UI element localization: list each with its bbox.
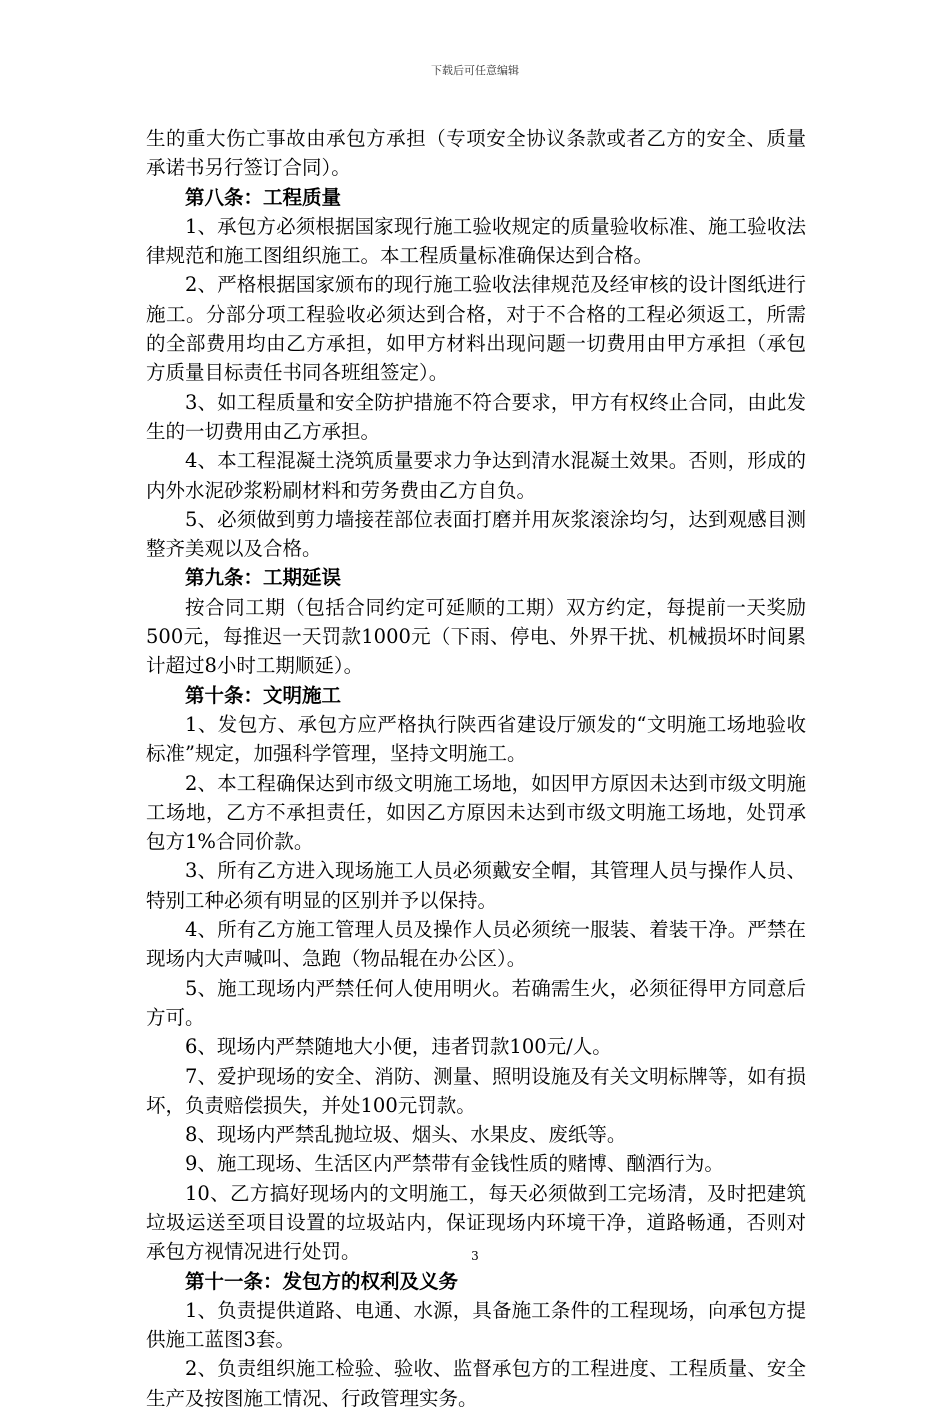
paragraph: 2、本工程确保达到市级文明施工场地，如因甲方原因未达到市级文明施工场地，乙方不承担责任，如因乙方原因未达到市级文明施工场地，处罚承包方1%合同价款。 [146, 771, 806, 854]
paragraph: 10、乙方搞好现场内的文明施工，每天必须做到工完场清，及时把建筑垃圾运送至项目设置的垃圾站内，保证现场内环境干净，道路畅通，否则对承包方视情况进行处罚。 [146, 1181, 806, 1264]
section-heading: 第八条：工程质量 [185, 185, 342, 209]
paragraph: 2、严格根据国家颁布的现行施工验收法律规范及经审核的设计图纸进行施工。分部分项工程验收必须达到合格，对于不合格的工程必须返工，所需的全部费用均由乙方承担，如甲方材料出现问题一切费用由甲方承担（承包方质量目标责任书同各班组签定）。 [146, 273, 806, 385]
document-body [146, 124, 806, 1413]
paragraph: 1、负责提供道路、电通、水源，具备施工条件的工程现场，向承包方提供施工蓝图3套。 [146, 1298, 806, 1352]
paragraph: 8、现场内严禁乱抛垃圾、烟头、水果皮、废纸等。 [185, 1123, 627, 1147]
paragraph: 1、承包方必须根据国家现行施工验收规定的质量验收标准、施工验收法律规范和施工图组织施工。本工程质量标准确保达到合格。 [146, 214, 806, 268]
paragraph: 4、所有乙方施工管理人员及操作人员必须统一服装、着装干净。严禁在现场内大声喊叫、急跑（物品辊在办公区）。 [146, 918, 806, 971]
paragraph: 6、现场内严禁随地大小便，违者罚款100元/人。 [185, 1035, 612, 1059]
paragraph: 1、发包方、承包方应严格执行陕西省建设厅颁发的“文明施工场地验收标准”规定，加强科学管理，坚持文明施工。 [146, 712, 806, 766]
page-number: 3 [471, 1249, 479, 1263]
section-heading: 第十一条：发包方的权利及义务 [185, 1269, 459, 1293]
paragraph: 5、施工现场内严禁任何人使用明火。若确需生火，必须征得甲方同意后方可。 [146, 976, 806, 1029]
paragraph: 4、本工程混凝土浇筑质量要求力争达到清水混凝土效果。否则，形成的内外水泥砂浆粉刷材料和劳务费由乙方自负。 [146, 449, 806, 502]
paragraph: 9、施工现场、生活区内严禁带有金钱性质的赌博、酗酒行为。 [185, 1152, 724, 1176]
section-heading: 第十条：文明施工 [185, 683, 342, 707]
paragraph: 3、所有乙方进入现场施工人员必须戴安全帽，其管理人员与操作人员、特别工种必须有明显的区别并予以保持。 [146, 859, 806, 912]
header-note: 下载后可任意编辑 [431, 64, 519, 77]
paragraph: 2、负责组织施工检验、验收、监督承包方的工程进度、工程质量、安全生产及按图施工情况、行政管理实务。 [146, 1357, 806, 1410]
paragraph: 3、如工程质量和安全防护措施不符合要求，甲方有权终止合同，由此发生的一切费用由乙方承担。 [146, 390, 806, 443]
paragraph: 生的重大伤亡事故由承包方承担（专项安全协议条款或者乙方的安全、质量承诺书另行签订合同）。 [146, 127, 806, 180]
paragraph: 7、爱护现场的安全、消防、测量、照明设施及有关文明标牌等，如有损坏，负责赔偿损失，并处100元罚款。 [146, 1064, 806, 1117]
paragraph: 按合同工期（包括合同约定可延顺的工期）双方约定，每提前一天奖励500元，每推迟一天罚款1000元（下雨、停电、外界干扰、机械损坏时间累计超过8小时工期顺延）。 [146, 595, 806, 678]
paragraph: 5、必须做到剪力墙接茬部位表面打磨并用灰浆滚涂均匀，达到观感目测整齐美观以及合格。 [146, 507, 806, 561]
section-heading: 第九条：工期延误 [185, 566, 342, 590]
